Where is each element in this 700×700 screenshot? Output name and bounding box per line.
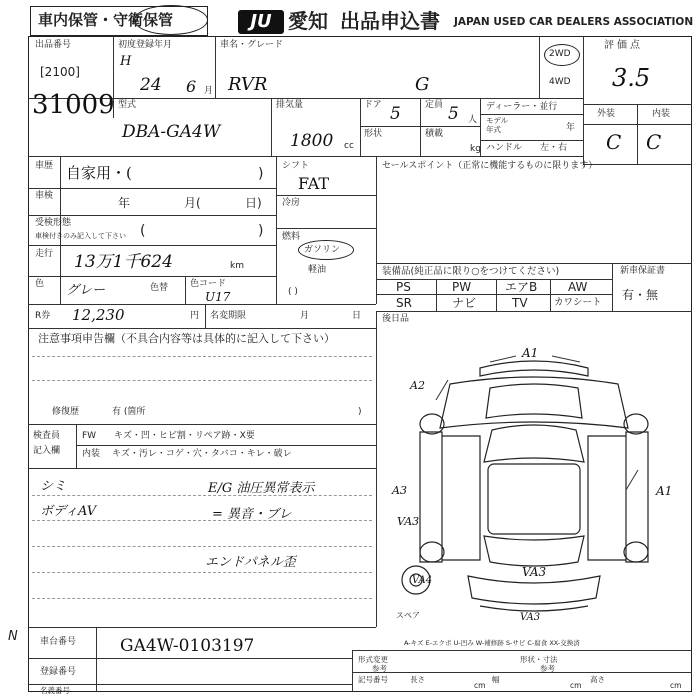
capacity-label: 定員 [425, 100, 444, 110]
remark-line-4: = 異音・ブレ [212, 507, 292, 522]
color-code: U17 [205, 290, 231, 304]
drive-4wd: 4WD [549, 77, 571, 87]
inspection-year: 年 [118, 196, 131, 210]
history-label: 車歴 [35, 161, 54, 171]
equip-ps: PS [396, 280, 411, 294]
inspector-fw: FW [82, 431, 97, 441]
inspector-row2: キズ・汚レ・コゲ・穴・タバコ・キレ・破レ [112, 449, 292, 459]
height-unit: cm [670, 681, 682, 690]
repair-close: ) [358, 407, 362, 417]
fuel-paren: ( ) [288, 287, 298, 297]
registration-label: 初度登録年月 [118, 40, 173, 50]
plate-label: 登録番号 [40, 667, 77, 677]
repair-value: 有 (箇所 [112, 407, 146, 417]
doors-label: ドア [364, 100, 382, 110]
recall-close: ) [258, 223, 264, 239]
interior-label: 内装 [652, 109, 671, 119]
shape-change-label: 形式変更 [358, 655, 388, 664]
inspection-month: 月( [184, 196, 201, 210]
fuel-label: 燃料 [282, 232, 301, 242]
car-name-label: 車名・グレード [220, 40, 284, 50]
model-value: DBA-GA4W [122, 122, 221, 142]
inspection-day: 日) [245, 196, 262, 210]
car-grade: G [415, 74, 430, 95]
equip-airbag: エアB [505, 280, 538, 294]
remark-line-2: ボディAV [40, 504, 97, 519]
notes-label: 注意事項申告欄（不具合内容等は具体的に記入して下さい） [38, 332, 335, 345]
handwritten-circle [134, 5, 208, 35]
model-year-label: モデル年式 [486, 116, 509, 134]
repair-label: 修復歴 [52, 407, 80, 417]
warranty-label: 新車保証書 [620, 266, 666, 276]
number-label: 記号番号 [358, 675, 388, 684]
lot-number: 31009 [32, 90, 115, 120]
height-label: 高さ [590, 675, 605, 684]
exterior-grade: C [606, 130, 622, 154]
displacement-label: 排気量 [276, 100, 304, 110]
color-swap-label: 色替 [150, 283, 169, 293]
dealer-parallel-label: ディーラー・並行 [486, 102, 558, 112]
sales-point-label: セールスポイント（正常に機能するものに限ります） [382, 161, 598, 171]
length-unit: cm [474, 681, 486, 690]
recall-note: 車検付きのみ記入して下さい [35, 232, 126, 240]
equip-sr: SR [396, 296, 412, 310]
interior-grade: C [646, 130, 662, 154]
equip-pw: PW [452, 280, 472, 294]
score-label: 評価点 [604, 40, 643, 51]
shift-label: シフト [282, 161, 310, 171]
history-value: 自家用・( [66, 164, 132, 182]
history-close: ) [258, 166, 264, 182]
storage-note: 車内保管・守衛保管 [38, 11, 174, 29]
model-year-unit: 年 [566, 123, 576, 133]
recycle-value: 12,230 [72, 306, 125, 324]
ref-label-1: 参考 [372, 664, 387, 673]
shape-label: 形状 [364, 129, 383, 139]
damage-va3-bottom: VA3 [520, 612, 541, 623]
exterior-label: 外装 [597, 109, 616, 119]
registration-month: 6 [186, 77, 197, 96]
drive-2wd-circle [544, 44, 580, 66]
capacity-value: 5 [448, 104, 459, 124]
width-label: 幅 [492, 675, 500, 684]
month-unit: 月 [204, 86, 214, 96]
damage-a3: A3 [392, 484, 407, 497]
form-title: 出品申込書 [340, 9, 440, 33]
name-change-day: 日 [352, 311, 362, 321]
equip-aw: AW [568, 280, 588, 294]
registration-era: H [120, 54, 132, 69]
inspector-row1: キズ・凹・ヒビ割・リペア跡・X要 [114, 431, 255, 441]
remark-line-3: E/G 油圧異常表示 [208, 481, 315, 496]
branch-name: 愛知 [288, 9, 328, 33]
recycle-unit: 円 [190, 311, 200, 321]
score-value: 3.5 [612, 64, 651, 92]
capacity-unit: 人 [468, 115, 478, 125]
damage-va3-left: VA3 [397, 515, 420, 528]
registration-year: 24 [140, 75, 162, 95]
lot-code: [2100] [40, 65, 80, 79]
warranty-value: 有・無 [622, 288, 659, 302]
model-label: 型式 [118, 100, 137, 110]
mileage-value: 13万1千624 [74, 252, 173, 272]
handle-label: ハンドル [486, 143, 523, 153]
remark-line-1: シミ [40, 479, 67, 494]
damage-a2: A2 [410, 379, 425, 392]
equip-power-seat: カワシート [554, 297, 602, 308]
fuel-diesel: 軽油 [308, 265, 327, 275]
name-change-month: 月 [300, 311, 310, 321]
width-unit: cm [570, 681, 582, 690]
recycle-label: R券 [35, 311, 51, 321]
color-code-label: 色コード [190, 279, 227, 289]
displacement-value: 1800 [290, 131, 334, 151]
length-label: 長さ [410, 675, 425, 684]
color-value: グレー [66, 283, 106, 298]
inspector-label-2: 記入欄 [33, 446, 61, 456]
shift-value: FAT [298, 174, 330, 193]
damage-a1-top: A1 [522, 346, 539, 360]
lot-label: 出品番号 [35, 40, 72, 50]
remark-line-5: エンドパネル歪 [205, 555, 296, 570]
displacement-unit: cc [344, 141, 354, 151]
recall-label: 受検形態 [35, 218, 72, 228]
dims-label: 形状・寸法 [520, 655, 558, 664]
doors-value: 5 [390, 104, 401, 124]
load-unit: kg [470, 144, 481, 154]
equip-tv: TV [512, 296, 528, 310]
ref-label-2: 参考 [540, 664, 555, 673]
damage-legend: A-キズ E-エクボ U-凹み W-補修跡 S-サビ C-腐食 XX-交換済 [404, 639, 580, 647]
equipment-label: 装備品(純正品に限り○をつけてください) [382, 266, 560, 277]
car-name: RVR [228, 74, 268, 95]
damage-a1-right: A1 [656, 484, 673, 498]
damage-va4: VA4 [412, 575, 433, 586]
inspector-interior: 内装 [82, 449, 101, 459]
association-name: JAPAN USED CAR DEALERS ASSOCIATION [454, 16, 694, 28]
after-date-label: 後日品 [382, 314, 410, 324]
aircon-label: 冷房 [282, 198, 301, 208]
spare-label: スペア [396, 611, 420, 620]
mileage-unit: km [230, 261, 244, 271]
inspection-label: 車検 [35, 191, 54, 201]
ju-logo-icon: JU [238, 10, 284, 34]
chassis-label: 車台番号 [40, 637, 77, 647]
chassis-mark: N [8, 629, 18, 644]
inspector-label-1: 検査員 [33, 431, 61, 441]
load-label: 積載 [425, 129, 444, 139]
fuel-circle [298, 240, 354, 260]
chassis-number: GA4W-0103197 [120, 636, 255, 656]
equip-navi: ナビ [452, 296, 477, 310]
color-label: 色 [35, 279, 45, 289]
recall-open: ( [140, 223, 146, 239]
name-change-label: 名変期限 [210, 311, 247, 321]
handle-options: 左・右 [540, 143, 568, 153]
mileage-label: 走行 [35, 249, 54, 259]
damage-va3-rear: VA3 [522, 565, 547, 579]
fuel-gasoline: ガソリン [304, 245, 341, 255]
drive-2wd: 2WD [549, 49, 571, 59]
lower-left-label: 名義番号 [40, 686, 70, 695]
